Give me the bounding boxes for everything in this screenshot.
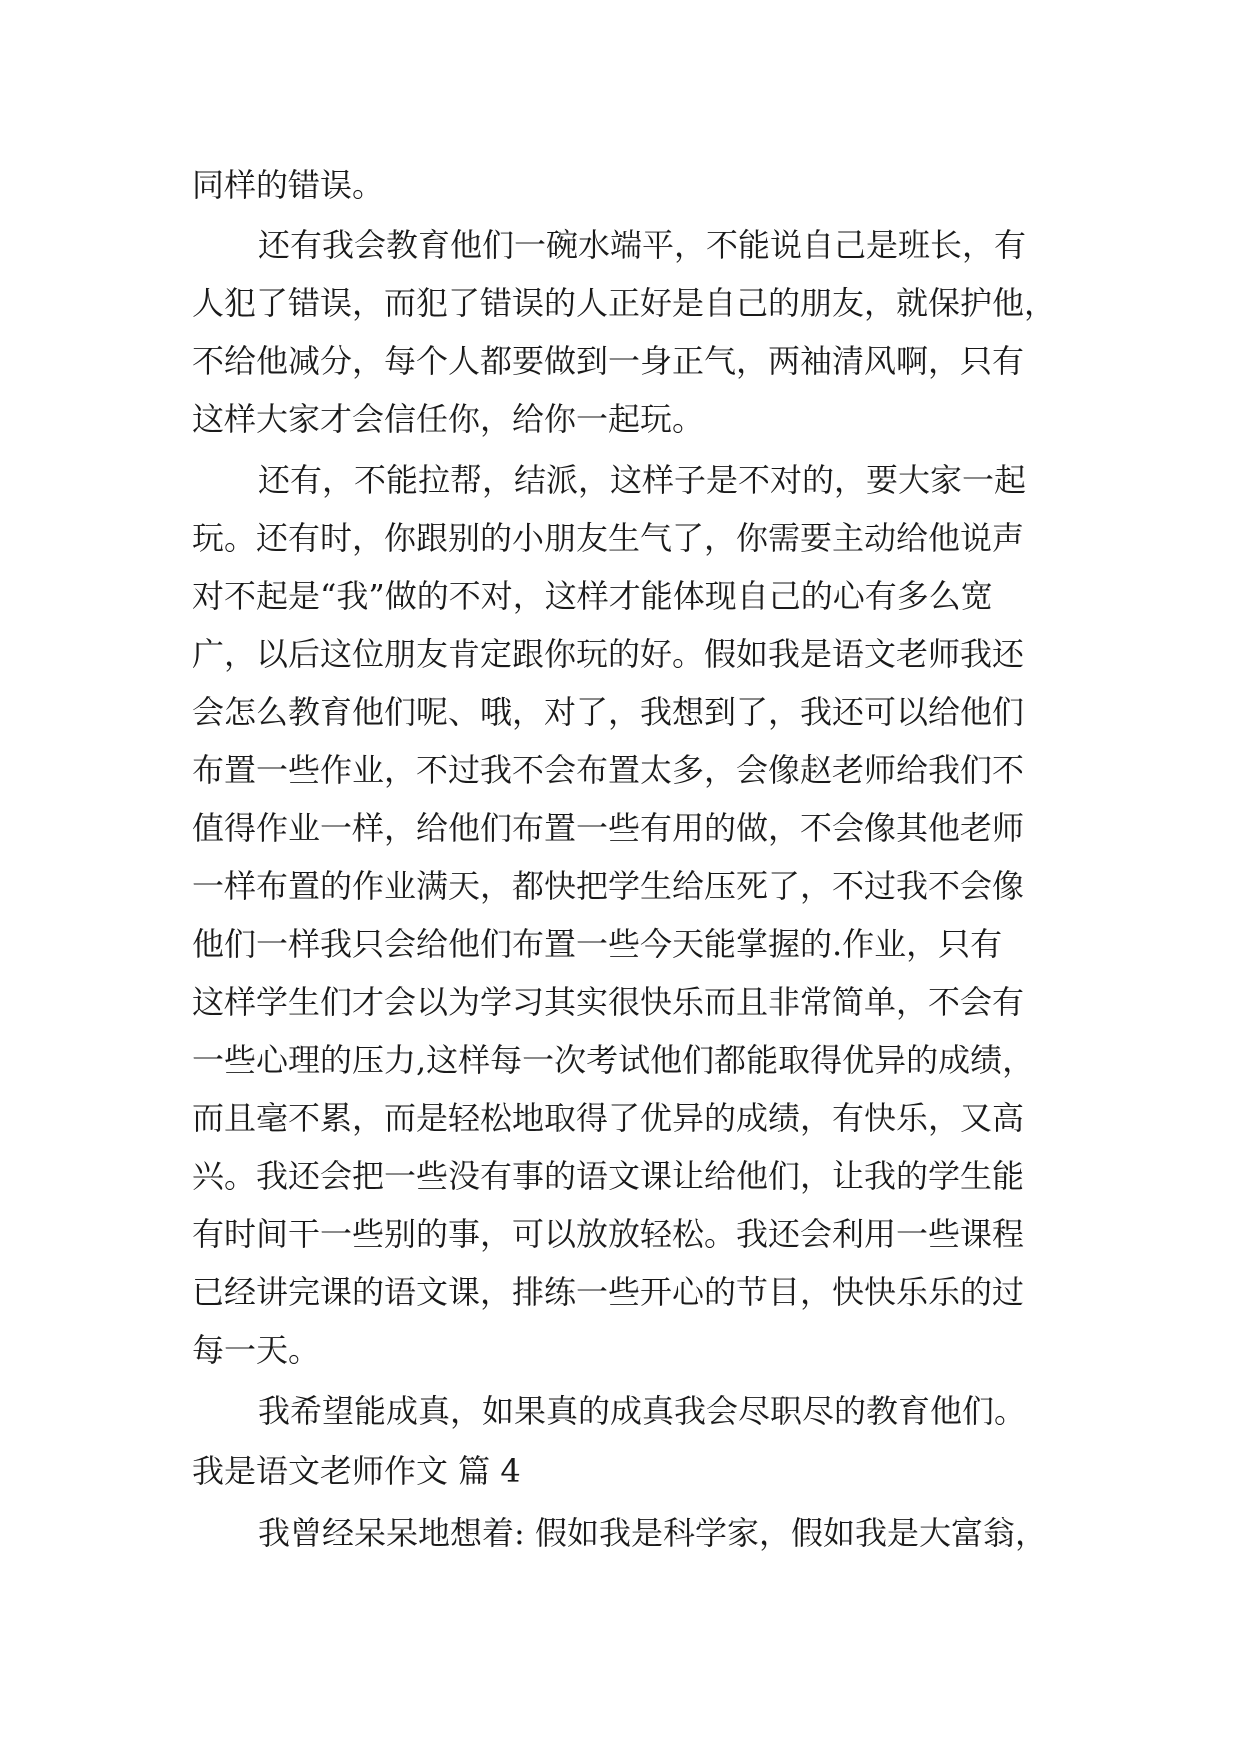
text-line: 一些心理的压力,这样每一次考试他们都能取得优异的成绩， — [192, 1041, 1035, 1079]
text-line: 有时间干一些别的事，可以放放轻松。我还会利用一些课程 — [192, 1215, 1025, 1253]
text-line: 而且毫不累，而是轻松地取得了优异的成绩，有快乐，又高 — [192, 1099, 1025, 1137]
text-line: 兴。我还会把一些没有事的语文课让给他们，让我的学生能 — [192, 1157, 1025, 1195]
text-line: 同样的错误。 — [192, 166, 385, 204]
text-line: 已经讲完课的语文课，排练一些开心的节目，快快乐乐的过 — [192, 1273, 1025, 1311]
paragraph-first-line: 我希望能成真，如果真的成真我会尽职尽的教育他们。 — [258, 1392, 1027, 1430]
text-line: 对不起是“我”做的不对，这样才能体现自己的心有多么宽 — [192, 577, 993, 615]
paragraph-first-line: 还有我会教育他们一碗水端平，不能说自己是班长，有 — [258, 226, 1027, 264]
text-line: 会怎么教育他们呢、哦，对了，我想到了，我还可以给他们 — [192, 693, 1025, 731]
section-heading: 我是语文老师作文 篇 4 — [192, 1452, 521, 1490]
text-line: 布置一些作业，不过我不会布置太多，会像赵老师给我们不 — [192, 751, 1025, 789]
paragraph-first-line: 我曾经呆呆地想着: 假如我是科学家，假如我是大富翁， — [258, 1514, 1047, 1552]
text-line: 他们一样我只会给他们布置一些今天能掌握的.作业，只有 — [192, 925, 1003, 963]
paragraph-first-line: 还有，不能拉帮，结派，这样子是不对的，要大家一起 — [258, 461, 1027, 499]
text-line: 玩。还有时，你跟别的小朋友生气了，你需要主动给他说声 — [192, 519, 1025, 557]
text-line: 这样学生们才会以为学习其实很快乐而且非常简单，不会有 — [192, 983, 1025, 1021]
text-line: 值得作业一样，给他们布置一些有用的做，不会像其他老师 — [192, 809, 1025, 847]
text-line: 人犯了错误，而犯了错误的人正好是自己的朋友，就保护他， — [192, 284, 1057, 322]
text-line: 不给他减分，每个人都要做到一身正气，两袖清风啊，只有 — [192, 342, 1025, 380]
text-line: 一样布置的作业满天，都快把学生给压死了，不过我不会像 — [192, 867, 1025, 905]
text-line: 这样大家才会信任你，给你一起玩。 — [192, 400, 705, 438]
text-line: 广，以后这位朋友肯定跟你玩的好。假如我是语文老师我还 — [192, 635, 1025, 673]
text-line: 每一天。 — [192, 1331, 321, 1369]
